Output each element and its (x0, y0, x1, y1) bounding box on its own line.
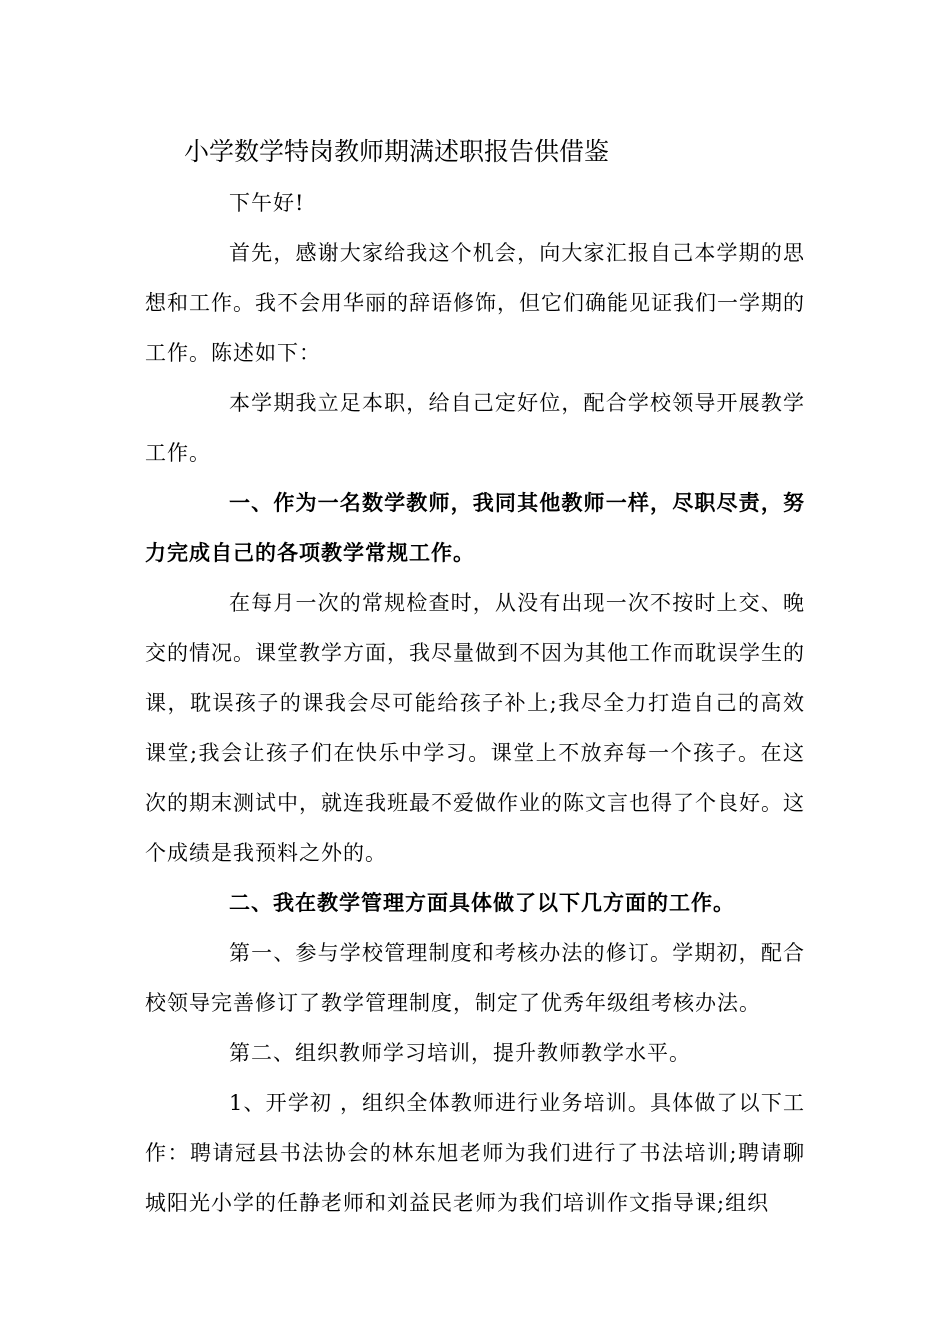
paragraph-management-1: 第一、参与学校管理制度和考核办法的修订。学期初，配合校领导完善修订了教学管理制度，制定了优秀年级组考核办法。 (145, 941, 805, 1015)
paragraph-management-2: 第二、组织教师学习培训，提升教师教学水平。 (229, 1041, 691, 1065)
paragraph-greeting: 下午好! (229, 191, 305, 215)
paragraph-training: 1、开学初 ，组织全体教师进行业务培训。具体做了以下工作：聘请冠县书法协会的林东旭老师为我们进行了书法培训;聘请聊城阳光小学的任静老师和刘益民老师为我们培训作文指导课;组织 (145, 1091, 805, 1215)
paragraph-routine-work: 在每月一次的常规检查时，从没有出现一次不按时上交、晚交的情况。课堂教学方面，我尽量做到不因为其他工作而耽误学生的课，耽误孩子的课我会尽可能给孩子补上;我尽全力打造自己的高效课堂;我会让孩子们在快乐中学习。课堂上不放弃每一个孩子。在这次的期末测试中，就连我班最不爱做作业的陈文言也得了个良好。这个成绩是我预料之外的。 (145, 591, 805, 865)
document-title: 小学数学特岗教师期满述职报告供借鉴 (184, 137, 610, 166)
paragraph-position: 本学期我立足本职，给自己定好位，配合学校领导开展教学工作。 (145, 391, 805, 465)
section-heading-1: 一、作为一名数学教师，我同其他教师一样，尽职尽责，努力完成自己的各项教学常规工作。 (145, 490, 805, 565)
section-heading-2: 二、我在教学管理方面具体做了以下几方面的工作。 (229, 890, 735, 915)
document-body (145, 178, 805, 1228)
paragraph-intro: 首先，感谢大家给我这个机会，向大家汇报自己本学期的思想和工作。我不会用华丽的辞语修饰，但它们确能见证我们一学期的工作。陈述如下： (145, 241, 805, 365)
